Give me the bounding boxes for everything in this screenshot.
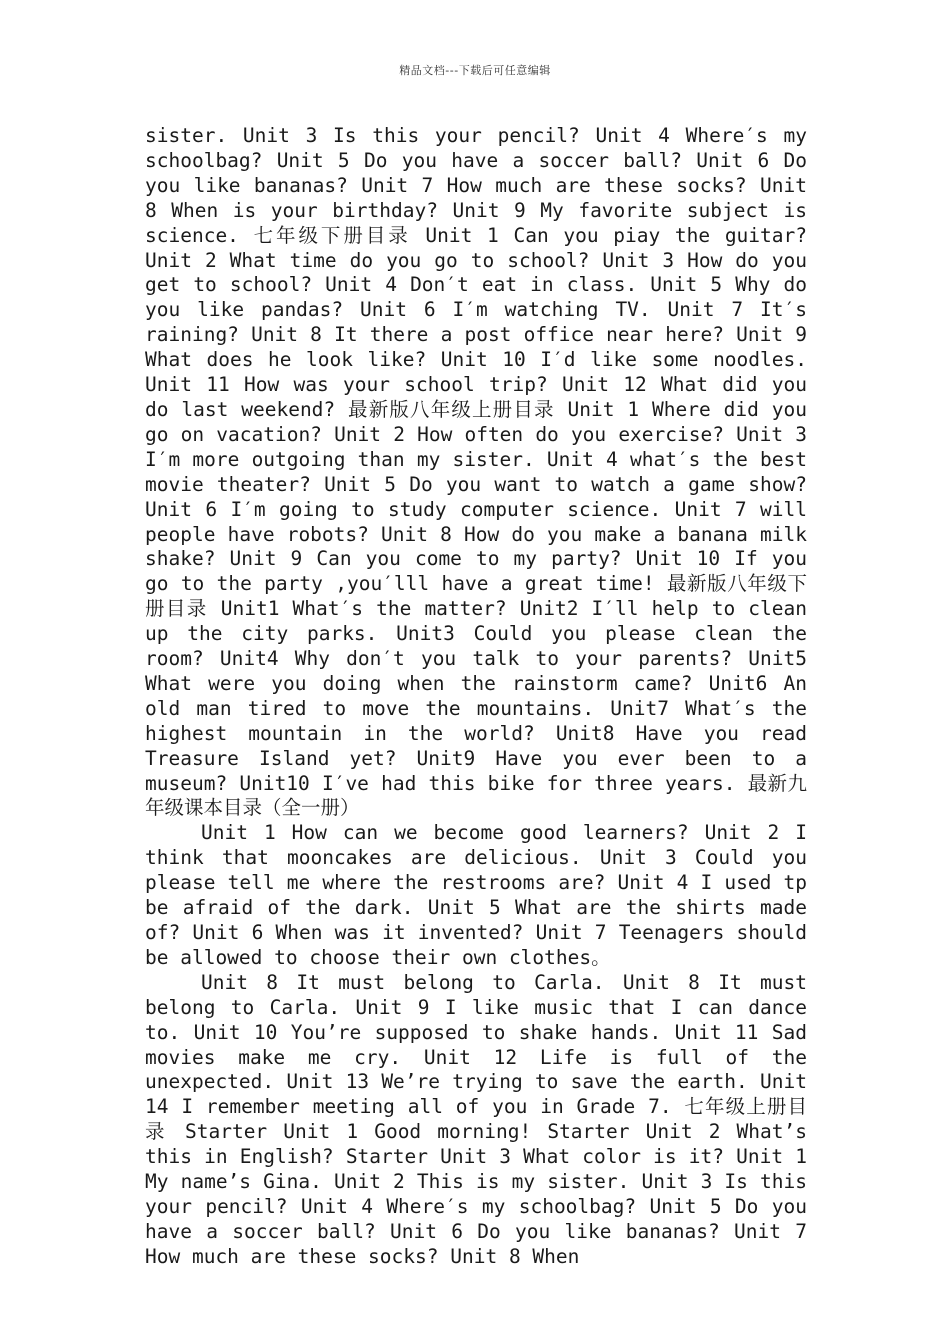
document-body [145,124,807,1270]
body-paragraph: Unit 1 How can we become good learners? Unit 2 I think that mooncakes are delicious. Unit 3 Could you please tell me where the restrooms are? Unit 4 I used tp be afraid of the dark. Unit 5 What are the shirts made of? Unit 6 When was it invented? Unit 7 Teenagers should be allowed to choose their own clothes。 [145,821,807,969]
body-paragraph: sister. Unit 3 Is this your pencil? Unit 4 Where′s my schoolbag? Unit 5 Do you have a soccer ball? Unit 6 Do you like bananas? Unit 7 How much are these socks? Unit 8 When is your birthday? Unit 9 My favorite subject is science. 七年级下册目录 Unit 1 Can you piay the guitar? Unit 2 What time do you go to school? Unit 3 How do you get to school? Unit 4 Don′t eat in class. Unit 5 Why do you like pandas? Unit 6 I′m watching TV. Unit 7 It′s raining? Unit 8 It there a post office near here? Unit 9 What does he look like? Unit 10 I′d like some noodles. Unit 11 How was your school trip? Unit 12 What did you do last weekend? 最新版八年级上册目录 Unit 1 Where did you go on vacation? Unit 2 How often do you exercise? Unit 3 I′m more outgoing than my sister. Unit 4 what′s the best movie theater? Unit 5 Do you want to watch a game show? Unit 6 I′m going to study computer science. Unit 7 will people have robots? Unit 8 How do you make a banana milk shake? Unit 9 Can you come to my party? Unit 10 If you go to the party ,you′lll have a great time! 最新版八年级下册目录 Unit1 What′s the matter? Unit2 I′ll help to clean up the city parks. Unit3 Could you please clean the room? Unit4 Why don′t you talk to your parents? Unit5 What were you doing when the rainstorm came? Unit6 An old man tired to move the mountains. Unit7 What′s the highest mountain in the world? Unit8 Have you read Treasure Island yet? Unit9 Have you ever been to a museum? Unit10 I′ve had this bike for three years. 最新九年级课本目录（全一册） [145,124,807,820]
page-header: 精品文档---下载后可任意编辑 [399,64,551,77]
body-paragraph: Unit 8 It must belong to Carla. Unit 8 It must belong to Carla. Unit 9 I like music that I can dance to. Unit 10 You’re supposed to shake hands. Unit 11 Sad movies make me cry. Unit 12 Life is full of the unexpected. Unit 13 We’re trying to save the earth. Unit 14 I remember meeting all of you in Grade 7. 七年级上册目录 Starter Unit 1 Good morning! Starter Unit 2 What’s this in English? Starter Unit 3 What color is it? Unit 1 My name’s Gina. Unit 2 This is my sister. Unit 3 Is this your pencil? Unit 4 Where′s my schoolbag? Unit 5 Do you have a soccer ball? Unit 6 Do you like bananas? Unit 7 How much are these socks? Unit 8 When [145,970,807,1268]
